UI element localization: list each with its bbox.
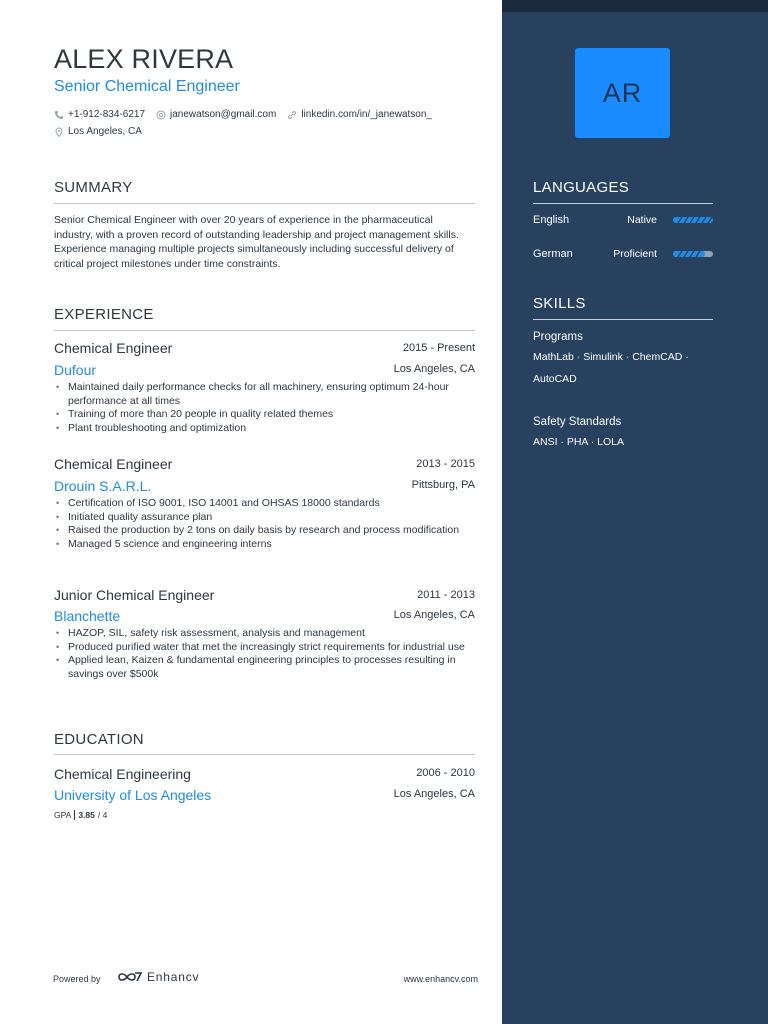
skills-group-items: ANSI · PHA · LOLA [533,436,625,448]
footer-brand-name: Enhancv [147,970,200,984]
summary-divider [54,203,475,204]
skills-heading: SKILLS [533,295,586,312]
contact-row-primary [54,109,443,120]
job-bullet: • Plant troubleshooting and optimization [54,422,474,436]
job-company: Dufour [54,362,97,378]
job-bullet: • Maintained daily performance checks for all machinery, ensuring optimum 24-hour performance at all times [54,381,474,408]
phone-icon [54,110,64,120]
languages-divider [533,203,713,204]
email-text: janewatson@gmail.com [170,109,277,120]
language-row [533,248,713,262]
language-level: Native [627,214,657,226]
skills-group-items: MathLab · Simulink · ChemCAD · AutoCAD [533,351,689,385]
language-row [533,214,713,228]
summary-heading: SUMMARY [54,179,133,196]
location-pin-icon [54,127,64,137]
linkedin-text: linkedin.com/in/_janewatson_ [301,109,432,120]
location-contact [54,126,142,137]
education-degree: Chemical Engineering [54,766,191,782]
sidebar [502,0,768,1024]
job-bullet: • Certification of ISO 9001, ISO 14001 and OHSAS 18000 standards [54,497,474,511]
language-name: German [533,248,573,260]
at-sign-icon [156,110,166,120]
education-gpa [54,810,107,820]
language-name: English [533,214,570,226]
footer-url[interactable]: www.enhancv.com [403,974,478,984]
link-icon [287,110,297,120]
education-heading: EDUCATION [54,731,144,748]
gpa-label: GPA [54,810,72,820]
language-proficiency-bar [673,217,713,223]
experience-heading: EXPERIENCE [54,306,154,323]
job-dates: 2011 - 2013 [417,589,475,601]
phone-contact[interactable] [54,109,145,120]
job-bullets [54,381,474,435]
job-dates: 2013 - 2015 [416,458,475,470]
gpa-value: 3.85 [78,810,95,820]
job-title: Chemical Engineer [54,340,173,356]
job-bullet: • Managed 5 science and engineering interns [54,538,474,552]
job-bullets [54,497,474,551]
enhancv-logo-icon [117,970,143,984]
candidate-role: Senior Chemical Engineer [54,78,240,95]
job-bullet: • Initiated quality assurance plan [54,511,474,525]
education-dates: 2006 - 2010 [416,767,475,779]
language-proficiency-bar [673,251,713,257]
job-bullet: • Training of more than 20 people in quality related themes [54,408,474,422]
job-bullet: • Raised the production by 2 tons on daily basis by research and process modification [54,524,474,538]
contact-row-location [54,126,153,137]
skills-group-label: Safety Standards [533,416,622,428]
sidebar-top-strip [502,0,768,12]
job-title: Junior Chemical Engineer [54,587,215,603]
email-contact[interactable] [156,109,276,120]
skills-divider [533,319,713,320]
job-bullets [54,627,474,681]
job-location: Los Angeles, CA [393,609,475,621]
footer-powered-by: Powered by [53,974,101,984]
job-location: Pittsburg, PA [411,479,475,491]
job-location: Los Angeles, CA [393,363,475,375]
job-bullet: • HAZOP, SIL, safety risk assessment, analysis and management [54,627,474,641]
language-level: Proficient [613,248,657,260]
job-company: Drouin S.A.R.L. [54,478,152,494]
summary-text: Senior Chemical Engineer with over 20 years of experience in the pharmaceutical industry, with a proven record of outstanding leadership and project management skills. Experience managing multiple projects simultaneously including successful delivery of critical project milestones under time constraints. [54,214,459,270]
education-divider [54,754,475,755]
job-title: Chemical Engineer [54,456,173,472]
skills-group-label: Programs [533,331,583,343]
experience-divider [54,330,475,331]
education-location: Los Angeles, CA [393,788,475,800]
job-dates: 2015 - Present [402,342,475,354]
linkedin-contact[interactable] [287,109,432,120]
job-bullet: • Applied lean, Kaizen & fundamental engineering principles to processes resulting in savings over $500k [54,654,474,681]
location-text: Los Angeles, CA [68,126,142,137]
job-bullet: • Produced purified water that met the increasingly strict requirements for industrial use [54,641,474,655]
languages-heading: LANGUAGES [533,179,630,196]
gpa-max: / 4 [97,810,108,820]
phone-text: +1-912-834-6217 [68,109,146,120]
candidate-name: ALEX RIVERA [54,44,234,74]
avatar: AR [575,48,670,138]
gpa-separator [74,810,75,820]
education-school: University of Los Angeles [54,787,212,803]
footer-brand-logo[interactable] [117,970,199,984]
job-company: Blanchette [54,608,121,624]
